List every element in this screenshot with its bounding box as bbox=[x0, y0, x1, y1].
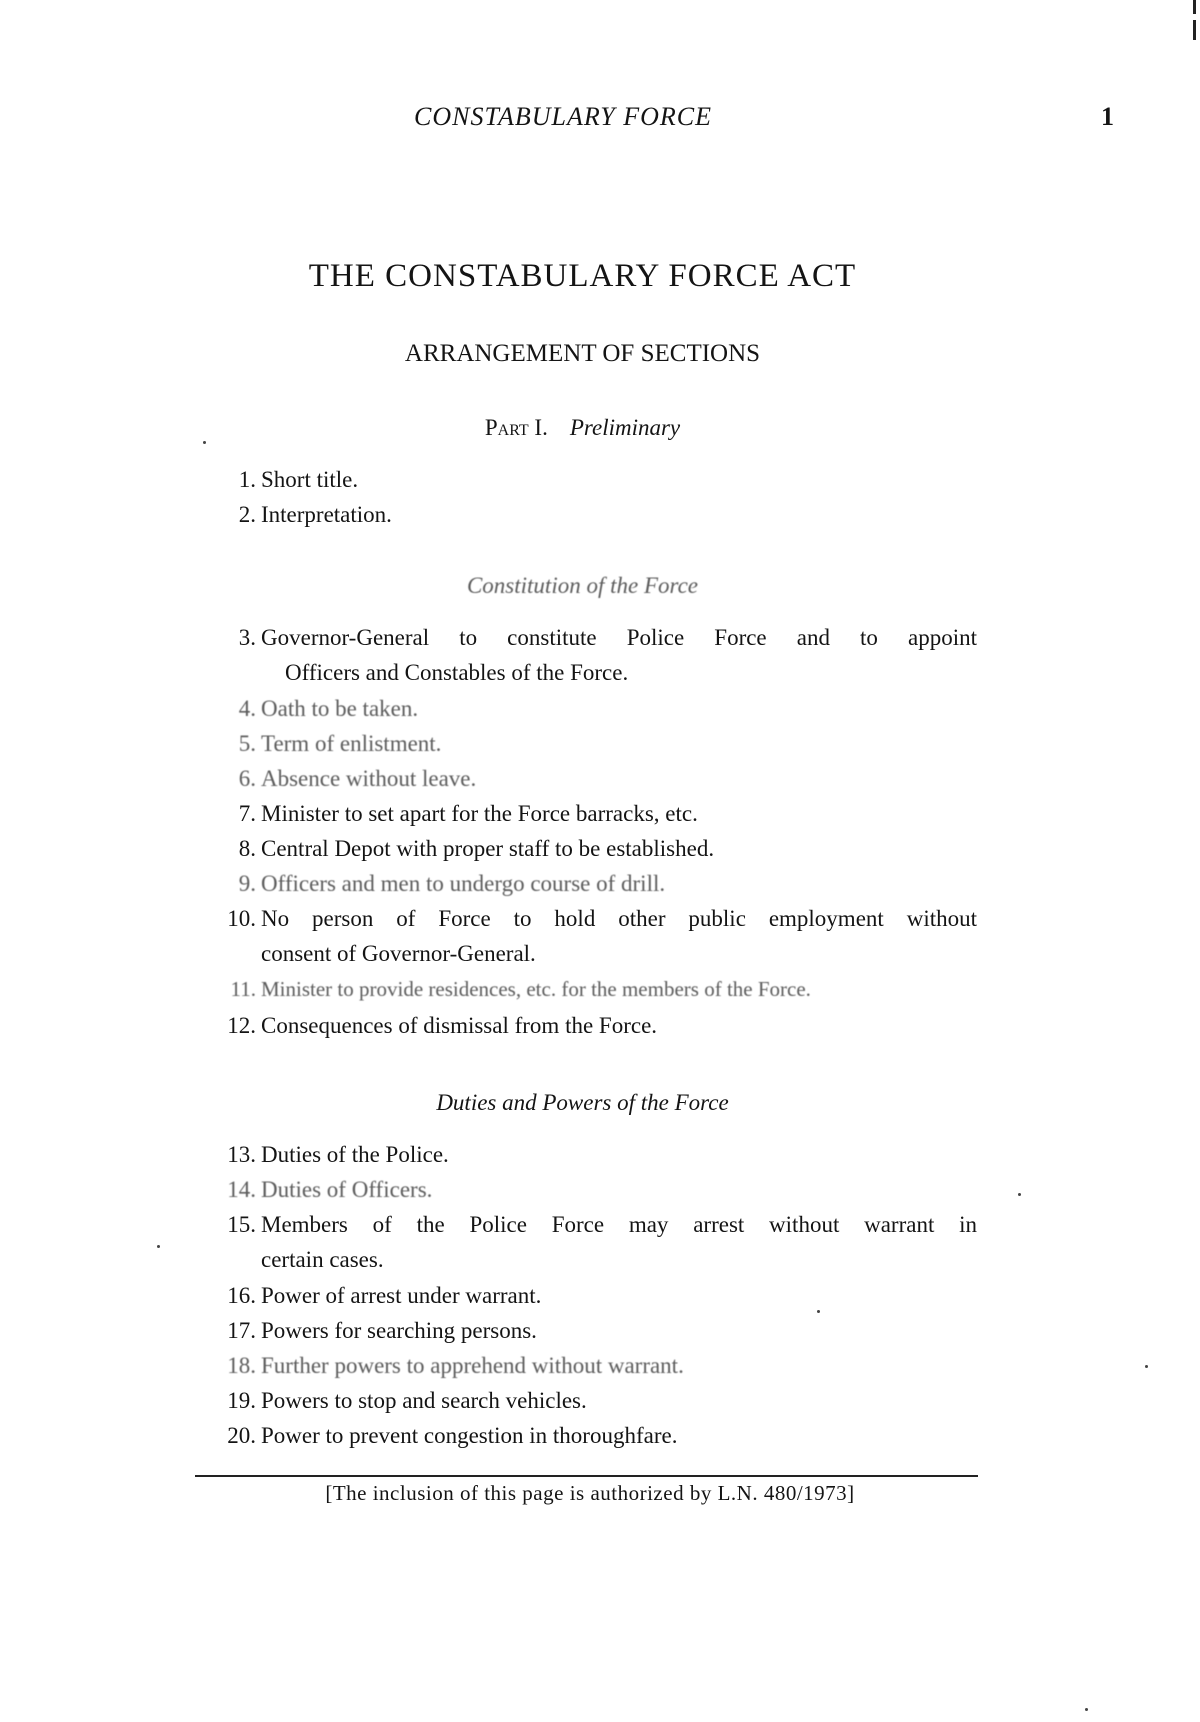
section-number: 15. bbox=[227, 1212, 256, 1237]
section-number: 10. bbox=[227, 906, 256, 931]
section-title-line: certain cases. bbox=[261, 1247, 384, 1272]
section-title-line: Governor-General to constitute Police Force and to appoint bbox=[261, 625, 977, 650]
section-item bbox=[200, 796, 977, 831]
section-item bbox=[200, 1348, 977, 1383]
section-title-line: Members of the Police Force may arrest without warrant in bbox=[261, 1212, 977, 1237]
section-number: 11. bbox=[230, 977, 256, 1001]
section-number: 2. bbox=[238, 502, 256, 527]
arrangement-heading: ARRANGEMENT OF SECTIONS bbox=[404, 340, 761, 367]
section-number: 3. bbox=[238, 625, 256, 650]
section-title: Minister to provide residences, etc. for the members of the Force. bbox=[261, 977, 811, 1001]
section-title: Further powers to apprehend without warrant. bbox=[261, 1353, 684, 1378]
page-number: 1 bbox=[1101, 102, 1114, 131]
edge-mark bbox=[1193, 20, 1196, 40]
scan-speck bbox=[1145, 1365, 1148, 1368]
section-number: 5. bbox=[238, 731, 256, 756]
section-number: 14. bbox=[227, 1177, 256, 1202]
section-title: Power of arrest under warrant. bbox=[261, 1283, 542, 1308]
section-item bbox=[200, 1008, 977, 1043]
section-title-line: Officers and Constables of the Force. bbox=[285, 660, 629, 685]
section-title-line: consent of Governor-General. bbox=[261, 941, 536, 966]
footer-note: [The inclusion of this page is authorized by L.N. 480/1973] bbox=[325, 1481, 855, 1505]
section-number: 20. bbox=[227, 1423, 256, 1448]
section-title: Term of enlistment. bbox=[261, 731, 442, 756]
section-title bbox=[261, 901, 977, 971]
section-item bbox=[200, 1278, 977, 1313]
scan-speck bbox=[203, 441, 206, 444]
section-number: 19. bbox=[227, 1388, 256, 1413]
section-item bbox=[200, 972, 977, 1007]
section-title bbox=[261, 620, 977, 690]
running-title: CONSTABULARY FORCE bbox=[414, 102, 713, 131]
section-number: 6. bbox=[238, 766, 256, 791]
running-head bbox=[0, 102, 1200, 142]
footer-rule bbox=[195, 1475, 978, 1477]
section-title: Oath to be taken. bbox=[261, 696, 419, 721]
section-item bbox=[200, 1418, 977, 1453]
section-title: Power to prevent congestion in thoroughfare. bbox=[261, 1423, 678, 1448]
section-item bbox=[200, 1313, 977, 1348]
section-item bbox=[200, 1383, 977, 1418]
section-item bbox=[200, 1137, 977, 1172]
section-number: 4. bbox=[238, 696, 256, 721]
section-title-line: No person of Force to hold other public employment without bbox=[261, 906, 977, 931]
section-number: 8. bbox=[238, 836, 256, 861]
section-title: Duties of the Police. bbox=[261, 1142, 449, 1167]
section-number: 1. bbox=[238, 467, 256, 492]
section-item bbox=[200, 691, 977, 726]
scan-speck bbox=[1018, 1193, 1021, 1196]
section-title: Consequences of dismissal from the Force. bbox=[261, 1013, 658, 1038]
act-title: THE CONSTABULARY FORCE ACT bbox=[308, 258, 857, 294]
section-item bbox=[200, 1172, 977, 1207]
section-number: 9. bbox=[238, 871, 256, 896]
section-number: 16. bbox=[227, 1283, 256, 1308]
section-number: 7. bbox=[238, 801, 256, 826]
section-title: Powers for searching persons. bbox=[261, 1318, 537, 1343]
subheading-constitution: Constitution of the Force bbox=[466, 573, 699, 598]
section-number: 18. bbox=[227, 1353, 256, 1378]
edge-mark bbox=[1193, 0, 1196, 14]
section-title: Central Depot with proper staff to be established. bbox=[261, 836, 715, 861]
section-item bbox=[200, 831, 977, 866]
scan-speck bbox=[817, 1310, 820, 1313]
scan-speck bbox=[1085, 1708, 1088, 1711]
section-item bbox=[200, 462, 977, 497]
part-heading bbox=[0, 415, 1165, 441]
section-number: 17. bbox=[227, 1318, 256, 1343]
section-item bbox=[200, 1207, 977, 1277]
section-title: Absence without leave. bbox=[261, 766, 477, 791]
section-item bbox=[200, 497, 977, 532]
section-item bbox=[200, 761, 977, 796]
section-title: Powers to stop and search vehicles. bbox=[261, 1388, 587, 1413]
section-title: Minister to set apart for the Force barracks, etc. bbox=[261, 801, 698, 826]
section-title: Short title. bbox=[261, 467, 359, 492]
part-title: Preliminary bbox=[569, 415, 681, 440]
section-item bbox=[200, 866, 977, 901]
subheading-duties: Duties and Powers of the Force bbox=[436, 1090, 729, 1115]
section-title: Duties of Officers. bbox=[261, 1177, 433, 1202]
scan-speck bbox=[157, 1245, 160, 1248]
section-number: 12. bbox=[227, 1013, 256, 1038]
section-title: Interpretation. bbox=[261, 502, 392, 527]
section-title bbox=[261, 1207, 977, 1277]
section-title: Officers and men to undergo course of drill. bbox=[261, 871, 666, 896]
section-item bbox=[200, 901, 977, 971]
section-item bbox=[200, 726, 977, 761]
section-number: 13. bbox=[227, 1142, 256, 1167]
part-label: Part I. bbox=[484, 415, 548, 440]
section-item bbox=[200, 620, 977, 690]
